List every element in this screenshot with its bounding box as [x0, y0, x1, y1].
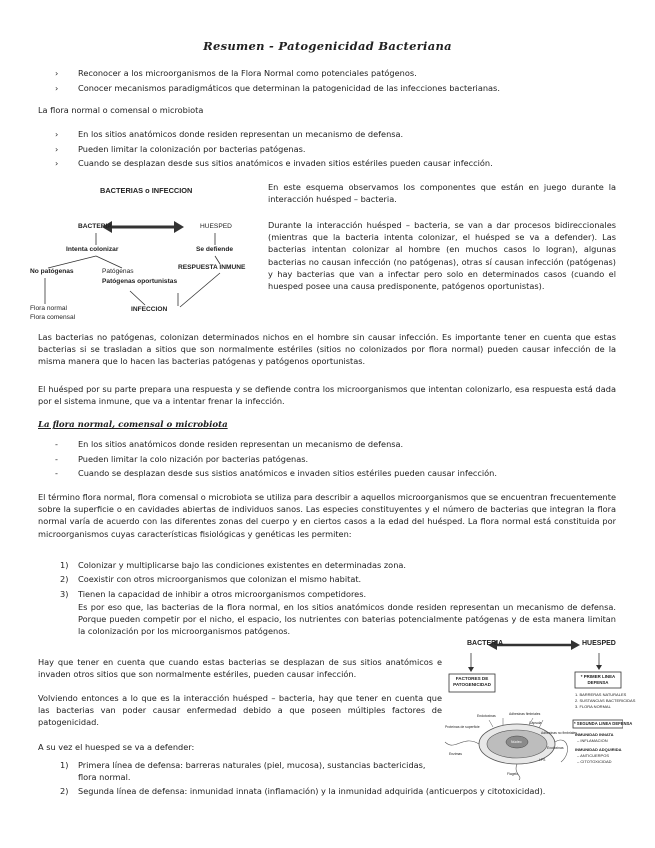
bacteria-huesped-diagram	[443, 634, 636, 780]
diagram-respuesta-label: RESPUESTA INMUNE	[178, 264, 246, 271]
list-item: › Pueden limitar la colonización por bacterias patógenas.	[55, 143, 306, 154]
diagram2-primera-label: * PRIMER LINEA DEFENSA	[580, 674, 616, 685]
paragraph-huesped: El huésped por su parte prepara una respuesta y se defiende contra los microorganismos que intentan colonizarlo, esa respuesta está dada por el sistema inmune, que va a intentar frenar la infección.	[38, 384, 616, 407]
section-heading: La flora normal, comensal o microbiota	[38, 420, 228, 430]
diagram2-adquirida-label: INMUNIDAD ADQUIRIDA	[575, 747, 622, 752]
list-item: 2) Coexistir con otros microorganismos que colonizan el mismo habitat.	[60, 574, 362, 585]
diagram-defiende-label: Se defiende	[196, 246, 234, 253]
cell-label: Adhesinas no fimbriales	[541, 731, 577, 735]
section2-points-list	[55, 438, 497, 482]
diagram2-segunda-label: * SEGUNDA LINEA DEFENSA	[574, 721, 633, 726]
cell-label: Flagelo	[507, 772, 519, 776]
list-item: 1) Primera línea de defensa: barreras naturales (piel, mucosa), sustancias bactericidas, flora normal.	[60, 760, 426, 782]
diagram-patogenas-label: Patógenas	[102, 268, 134, 275]
diagram-oportunistas-label: Patógenas oportunistas	[102, 278, 178, 285]
cell-label: Proteínas de superficie	[445, 725, 480, 729]
paragraph-no-patogenas: Las bacterias no patógenas, colonizan determinados nichos en el hombre sin causar infección. Es importante tener en cuenta que estas bacterias si se trasladan a sitios que son normalmente estériles (sitios no colonizados por flora normal) pueden causar infección de la misma manera que lo hacen las bacterias patógenas y patógenos oportunistas.	[38, 332, 616, 367]
list-item: › Cuando se desplazan desde sus sitios anatómicos e invaden sitios estériles pueden causar infección.	[55, 158, 493, 169]
cell-label: LPS	[539, 758, 546, 762]
cell-label: Cápsula	[529, 721, 542, 725]
diagram2-innata-label: INMUNIDAD INNATA	[575, 732, 614, 737]
paragraph-por-eso: Es por eso que, las bacterias de la flora normal, en los sitios anatómicos donde residen representan un mecanismo de defensa. Porque pueden competir por el nicho, el espacio, los nutrientes con baterias potencialmente patógenas y de esta manera limitan la colonización por los microorganismos patógenos.	[78, 602, 616, 637]
diagram-infeccion-label: INFECCION	[131, 306, 168, 313]
side-paragraph-2: Durante la interacción huésped – bacteria, se van a dar procesos bidireccionales (mientras que la bacteria intenta colonizar, el huésped se va a defender). Las bacterias intentan colonizar al hombre (en muchos casos lo logran), algunas bacterias no causan infección (no patógenas), otras sí causan infección (patógenas) y hay bacterias que van a infectar pero solo en determinados casos (cuando el huesped posee una causa predisponente, patógenos oportunistas).	[268, 220, 616, 292]
diagram2-innata-item: – INFLAMACION	[577, 738, 608, 743]
diagram-no-patogenas-label: No patógenas	[30, 268, 74, 275]
side-paragraph-1: En este esquema observamos los componentes que están en juego durante la interacción huésped – bacteria.	[268, 182, 616, 205]
list-item: 1) Colonizar y multiplicarse bajo las condiciones existentes en determinadas zona.	[60, 560, 406, 570]
diagram-huesped-label: HUESPED	[200, 223, 232, 230]
diagram2-bacteria-label: BACTERIA	[467, 640, 504, 647]
paragraph-termino: El término flora normal, flora comensal o microbiota se utiliza para describir a aquellos microorganismos que se encuentran frecuentemente sobre la superficie o en cavidades abiertas de individuos sanos. Las especies constituyentes y el número de bacterias que integran la flora normal varía de acuerdo con las diferentes zonas del cuerpo y en ciertos casos a la edad del huésped. La flora normal está constituida por microorganismos cuyas características fisiológicas y genéticas les permiten:	[38, 492, 616, 539]
list-item: - En los sitios anatómicos donde residen representan un mecanismo de defensa.	[55, 439, 404, 449]
page-title: Resumen - Patogenicidad Bacteriana	[203, 39, 452, 53]
list-item: - Cuando se desplazan desde sus sistios anatómicos e invaden sitios estériles pueden causar infección.	[55, 468, 497, 479]
cell-core-label: Núcleo	[511, 740, 522, 744]
diagram-title: BACTERIAS o INFECCION	[100, 186, 193, 195]
diagram-bacteria-label: BACTERIA	[78, 223, 113, 230]
capacidades-list	[60, 559, 406, 602]
paragraph-tener-cuenta: Hay que tener en cuenta que cuando estas bacterias se desplazan de sus sitios anatómicos e invaden otros sitios que son normalmente estériles, pueden causar infección.	[38, 657, 442, 680]
list-item: 2) Segunda línea de defensa: inmunidad innata (inflamación) y la inmunidad adquirida (anticuerpos y citotoxicidad).	[60, 786, 546, 797]
paragraph-volviendo: Volviendo entonces a lo que es la interacción huésped – bacteria, hay que tener en cuenta que las bacterias van poder causar enfermedad debido a que poseen múltiples factores de patogenicidad.	[38, 693, 442, 728]
list-item: › Conocer mecanismos paradigmáticos que determinan la patogenicidad de las infecciones bacterianas.	[55, 82, 500, 93]
paragraph-defender: A su vez el huesped se va a defender:	[38, 742, 195, 752]
flora-intro: La flora normal o comensal o microbiota	[38, 105, 204, 115]
cell-label: Endotoxinas	[477, 714, 496, 718]
flora-points-list	[55, 128, 493, 172]
bacteria-infection-diagram	[30, 180, 265, 328]
diagram-flora-normal-label: Flora normal	[30, 305, 68, 312]
diagram2-primera-item-1: 1. BARRERAS NATURALES	[575, 692, 627, 697]
cell-label: Exotoxinas	[547, 746, 564, 750]
list-item: › Reconocer a los microorganismos de la Flora Normal como potenciales patógenos.	[55, 68, 417, 78]
diagram2-factores-label: FACTORES DE PATOGENICIDAD	[453, 676, 491, 687]
list-item: › En los sitios anatómicos donde residen representan un mecanismo de defensa.	[55, 129, 404, 139]
diagram-flora-comensal-label: Flora comensal	[30, 314, 76, 321]
list-item: 3) Tienen la capacidad de inhibir a otros microorganismos competidores.	[60, 588, 367, 599]
cell-label: Enzimas	[449, 752, 463, 756]
diagram2-adquirida-item-2: – CITOTOXICIDAD	[577, 759, 612, 764]
diagram2-huesped-label: HUESPED	[582, 640, 616, 647]
diagram-intenta-label: Intenta colonizar	[66, 246, 119, 253]
list-item: - Pueden limitar la colo nización por bacterias patógenas.	[55, 453, 309, 464]
diagram2-adquirida-item-1: – ANTICUERPOS	[577, 753, 610, 758]
diagram2-primera-item-3: 3. FLORA NORMAL	[575, 704, 611, 709]
objectives-list	[55, 67, 500, 96]
diagram2-primera-item-2: 2. SUSTANCIAS BACTERICIDAS	[575, 698, 636, 703]
cell-label: Adhesinas fimbriales	[509, 712, 541, 716]
